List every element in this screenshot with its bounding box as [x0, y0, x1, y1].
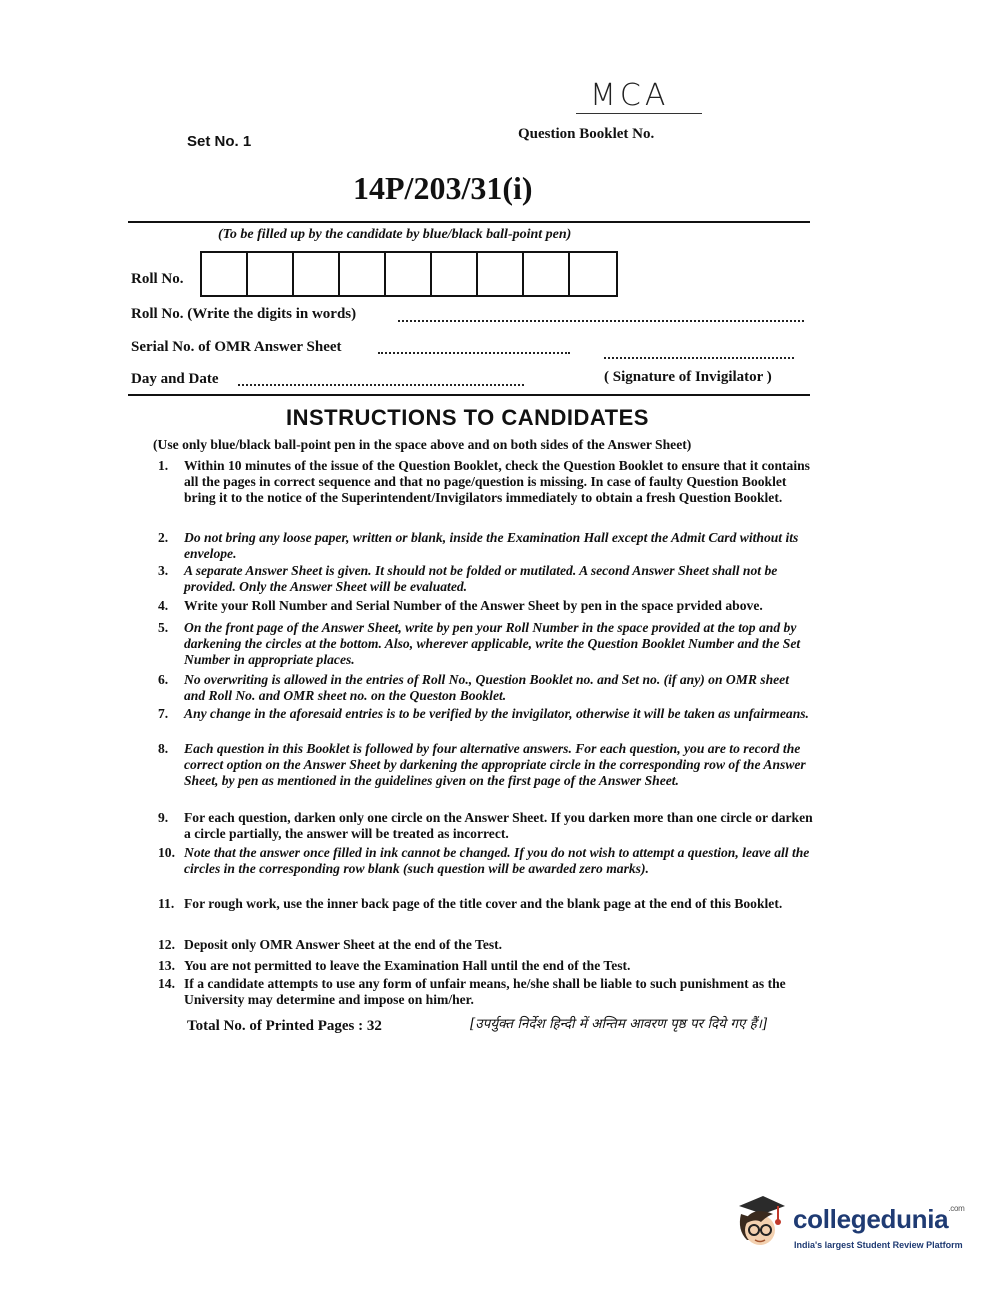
roll-digit-box[interactable]: [386, 253, 432, 295]
question-booklet-label: Question Booklet No.: [518, 126, 655, 142]
roll-digit-box[interactable]: [432, 253, 478, 295]
set-number: Set No. 1: [187, 133, 252, 150]
roll-digit-box[interactable]: [570, 253, 616, 295]
roll-digit-box[interactable]: [294, 253, 340, 295]
roll-digit-box[interactable]: [248, 253, 294, 295]
day-date-label: Day and Date: [131, 371, 219, 387]
invigilator-signature-field[interactable]: [604, 357, 794, 359]
roll-digit-box[interactable]: [340, 253, 386, 295]
collegedunia-mascot-icon: [733, 1192, 787, 1252]
total-printed-pages: Total No. of Printed Pages : 32: [187, 1018, 382, 1034]
paper-code: 14P/203/31(i): [353, 170, 533, 206]
handwritten-note: MCA: [590, 78, 670, 113]
roll-digit-box[interactable]: [524, 253, 570, 295]
instructions-title: INSTRUCTIONS TO CANDIDATES: [286, 405, 649, 430]
invigilator-label: ( Signature of Invigilator ): [604, 369, 772, 385]
brand-name[interactable]: collegedunia$^{.com}$: [793, 1204, 965, 1234]
brand-tagline: India's largest Student Review Platform: [794, 1240, 963, 1250]
day-date-field[interactable]: [238, 384, 524, 386]
roll-no-label: Roll No.: [131, 271, 184, 287]
instructions-note: (Use only blue/black ball-point pen in the space above and on both sides of the Answer Sheet): [153, 437, 692, 452]
bottom-rule: [128, 394, 810, 396]
serial-no-field[interactable]: [378, 352, 570, 354]
fill-instruction-note: (To be filled up by the candidate by blue/black ball-point pen): [218, 227, 572, 242]
hindi-note: [उपर्युक्त निर्देश हिन्दी में अन्तिम आवरण पृष्ठ पर दिये गए हैं।]: [470, 1016, 768, 1032]
handwritten-underline: [576, 113, 702, 114]
serial-no-label: Serial No. of OMR Answer Sheet: [131, 339, 342, 355]
roll-digit-box[interactable]: [202, 253, 248, 295]
roll-digit-box[interactable]: [478, 253, 524, 295]
roll-words-label: Roll No. (Write the digits in words): [131, 306, 357, 322]
roll-number-boxes[interactable]: [200, 251, 618, 297]
roll-words-field[interactable]: [398, 320, 804, 322]
brand-suffix: .com: [948, 1204, 965, 1213]
top-rule: [128, 221, 810, 223]
